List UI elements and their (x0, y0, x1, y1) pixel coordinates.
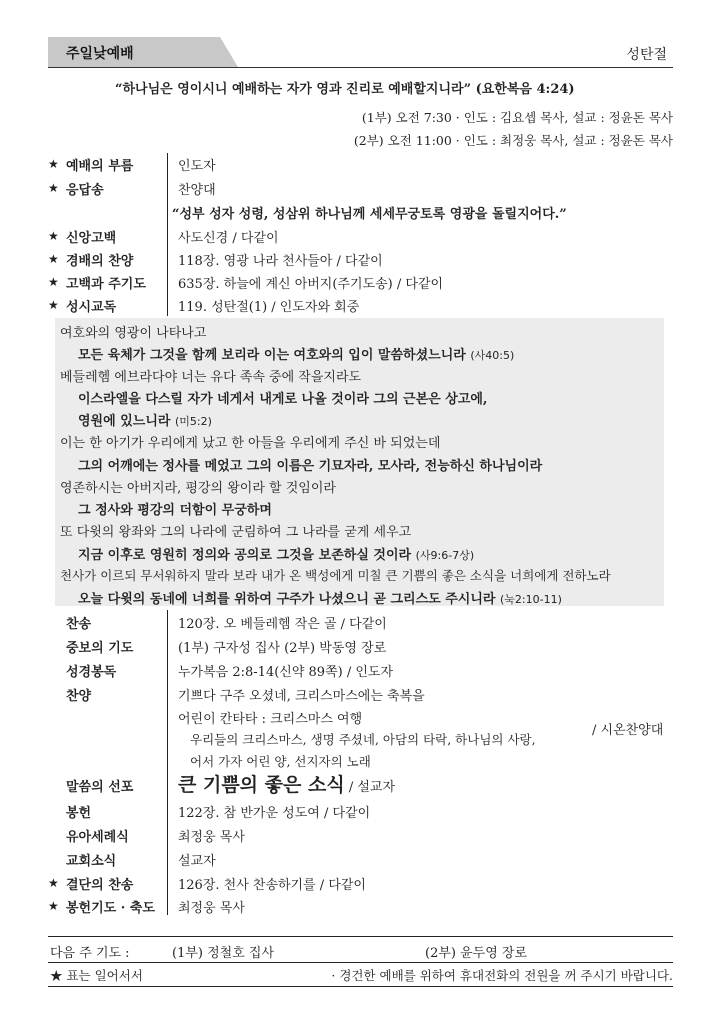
reading-line-congregation: 그의 어깨에는 정사를 메었고 그의 이름은 기묘자라, 모사라, 전능하신 하나님이라 (78, 459, 543, 474)
reading-line-leader: 천사가 이르되 무서워하지 말라 보라 내가 온 백성에게 미칠 큰 기쁨의 좋은 소식을 너희에게 전하노라 (60, 568, 611, 583)
hymn-label: 찬송 (66, 617, 92, 632)
reading-line-congregation: 이스라엘을 다스릴 자가 네게서 내게로 나올 것이라 그의 근본은 상고에, (78, 392, 488, 407)
praise-hymn-value: 118장. 영광 나라 천사들아 / 다같이 (178, 254, 383, 269)
intercession-value: (1부) 구자성 집사 (2부) 박동영 장로 (178, 641, 387, 656)
anthem-line-1: 기쁘다 구주 오셨네, 크리스마스에는 축복을 (178, 689, 425, 704)
next-prayer-service-1: (1부) 정철호 집사 (172, 946, 275, 961)
intercession-label: 중보의 기도 (66, 641, 134, 656)
season-label: 성탄절 (626, 47, 667, 63)
reading-line-congregation: 영원에 있느니라 (미5:2) (78, 414, 212, 429)
responsive-reading-label: 성시교독 (66, 300, 117, 315)
stand-star-icon: ★ (48, 275, 59, 289)
reading-line-congregation: 그 정사와 평강의 더함이 무궁하며 (78, 503, 272, 518)
anthem-performer: / 시온찬양대 (592, 723, 664, 738)
order-divider-1 (167, 153, 168, 316)
reading-line-leader: 또 다윗의 왕좌와 그의 나라에 군림하여 그 나라를 굳게 세우고 (60, 525, 412, 540)
next-prayer-label: 다음 주 기도 : (50, 946, 130, 961)
sermon-block (178, 770, 395, 797)
footer-divider-middle (48, 962, 673, 963)
stand-star-icon: ★ (48, 899, 59, 913)
anthem-line-2: 어린이 칸타타 : 크리스마스 여행 (178, 712, 363, 727)
infant-baptism-label: 유아세례식 (66, 830, 129, 845)
theme-verse: “하나님은 영이시니 예배하는 자가 영과 진리로 예배할지니라” (요한복음 4:24) (115, 82, 575, 97)
stand-star-icon: ★ (48, 298, 59, 312)
stand-star-icon: ★ (48, 229, 59, 243)
reading-line-leader: 여호와의 영광이 나타나고 (60, 326, 207, 341)
confession-value: 635장. 하늘에 계신 아버지(주기도송) / 다같이 (178, 277, 444, 292)
response-song-label: 응답송 (66, 183, 104, 198)
response-lyric: “성부 성자 성령, 성삼위 하나님께 세세무궁토록 영광을 돌릴지어다.” (172, 207, 567, 222)
reading-line-congregation: 지금 이후로 영원히 정의와 공의로 그것을 보존하실 것이라 (사9:6-7상) (78, 548, 475, 563)
church-news-label: 교회소식 (66, 854, 117, 869)
benediction-value: 최정웅 목사 (178, 901, 245, 916)
anthem-label: 찬양 (66, 689, 92, 704)
scripture-label: 성경봉독 (66, 665, 117, 680)
reading-line-congregation: 모든 육체가 그것을 함께 보리라 이는 여호와의 입이 말씀하셨느니라 (사40:5) (78, 348, 515, 363)
service-1-info: (1부) 오전 7:30 · 인도 : 김요셉 목사, 설교 : 정윤돈 목사 (361, 110, 673, 125)
infant-baptism-value: 최정웅 목사 (178, 830, 245, 845)
scripture-value: 누가복음 2:8-14(신약 89쪽) / 인도자 (178, 665, 394, 680)
order-divider-2 (167, 610, 168, 915)
sermon-preacher: / 설교자 (348, 780, 396, 795)
stand-star-icon: ★ (48, 181, 59, 195)
stand-star-icon: ★ (48, 157, 59, 171)
section-title: 주일낮예배 (66, 46, 134, 62)
reading-line-leader: 베들레헴 에브라다야 너는 유다 족속 중에 작을지라도 (60, 370, 362, 385)
closing-hymn-label: 결단의 찬송 (66, 878, 134, 893)
service-2-info: (2부) 오전 11:00 · 인도 : 최정웅 목사, 설교 : 정윤돈 목사 (353, 133, 673, 148)
praise-hymn-label: 경배의 찬양 (66, 254, 134, 269)
sermon-label: 말씀의 선포 (66, 780, 134, 795)
creed-value: 사도신경 / 다같이 (178, 231, 279, 246)
call-to-worship-label: 예배의 부름 (66, 159, 134, 174)
sermon-title: 큰 기쁨의 좋은 소식 (178, 774, 345, 796)
offering-label: 봉헌 (66, 806, 92, 821)
reading-line-leader: 영존하시는 아버지라, 평강의 왕이라 할 것임이라 (60, 481, 336, 496)
stand-note: ★ 표는 일어서서 (50, 968, 143, 983)
reading-line-congregation: 오늘 다윗의 동네에 너희를 위하여 구주가 나셨으니 곧 그리스도 주시니라 (눅2:10-11) (78, 592, 562, 607)
confession-label: 고백과 주기도 (66, 277, 146, 292)
closing-hymn-value: 126장. 천사 찬송하기를 / 다같이 (178, 878, 366, 893)
reading-line-leader: 이는 한 아기가 우리에게 났고 한 아들을 우리에게 주신 바 되었는데 (60, 436, 441, 451)
stand-star-icon: ★ (48, 252, 59, 266)
church-news-value: 설교자 (178, 854, 216, 869)
anthem-line-4: 어서 가자 어린 양, 선지자의 노래 (190, 754, 371, 769)
phone-off-note: · 경건한 예배를 위하여 휴대전화의 전원을 꺼 주시기 바랍니다. (331, 968, 673, 983)
call-to-worship-value: 인도자 (178, 159, 216, 174)
response-song-value: 찬양대 (178, 183, 216, 198)
offering-value: 122장. 참 반가운 성도여 / 다같이 (178, 806, 371, 821)
footer-divider-top (48, 936, 673, 937)
header-divider (48, 67, 673, 68)
creed-label: 신앙고백 (66, 231, 117, 246)
anthem-line-3: 우리들의 크리스마스, 생명 주셨네, 아담의 타락, 하나님의 사랑, (190, 732, 536, 747)
stand-star-icon: ★ (48, 876, 59, 890)
hymn-value: 120장. 오 베들레헴 작은 골 / 다같이 (178, 617, 387, 632)
responsive-reading-value: 119. 성탄절(1) / 인도자와 회중 (178, 300, 360, 315)
next-prayer-service-2: (2부) 윤두영 장로 (425, 946, 528, 961)
benediction-label: 봉헌기도 · 축도 (66, 901, 155, 916)
footer-divider-bottom (48, 986, 673, 987)
